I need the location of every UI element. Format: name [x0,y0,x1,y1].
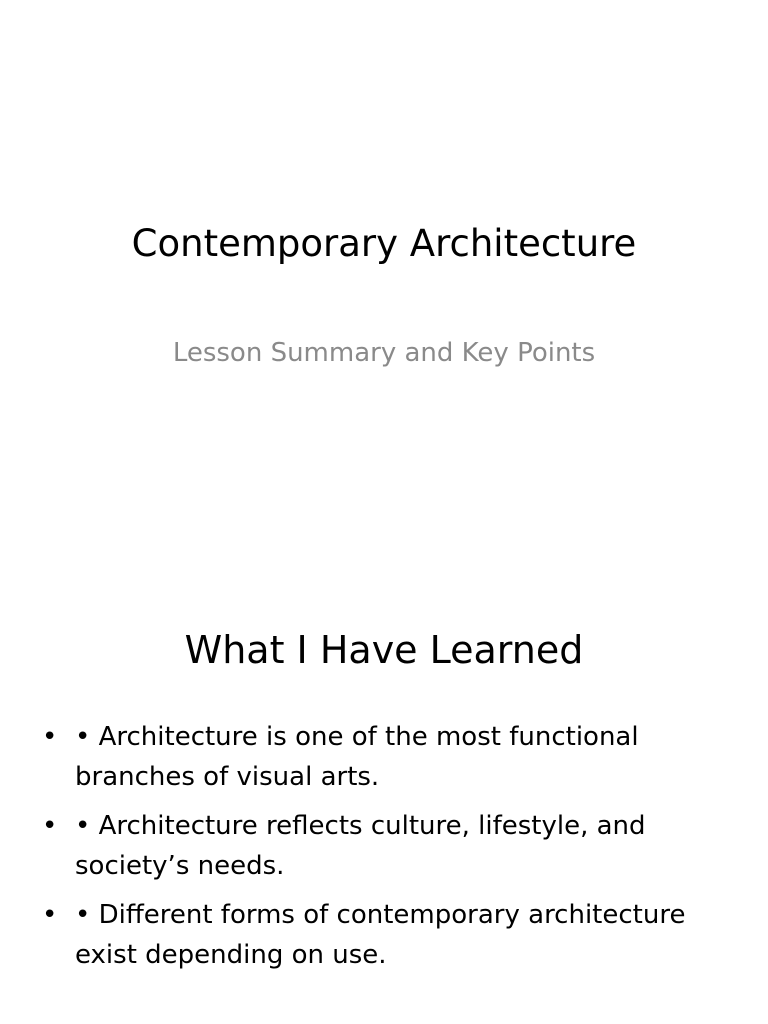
bullet-text: • Architecture reflects culture, lifestyle, and society’s needs. [75,811,646,881]
bullet-marker: • [42,900,58,930]
bullet-text: • Different forms of contemporary architecture exist depending on use. [75,900,686,970]
slide-learned [0,512,768,1024]
bullet-item [40,717,740,797]
bullet-item [40,806,740,886]
slide-title-heading: Contemporary Architecture [131,222,637,265]
slide-learned-heading: What I Have Learned [184,628,584,672]
bullet-marker: • [42,722,58,752]
slide-subtitle: Lesson Summary and Key Points [172,338,596,368]
bullet-item [40,895,740,975]
bullet-marker: • [42,811,58,841]
bullet-list [40,717,740,984]
bullet-text: • Architecture is one of the most functional branches of visual arts. [75,722,639,792]
